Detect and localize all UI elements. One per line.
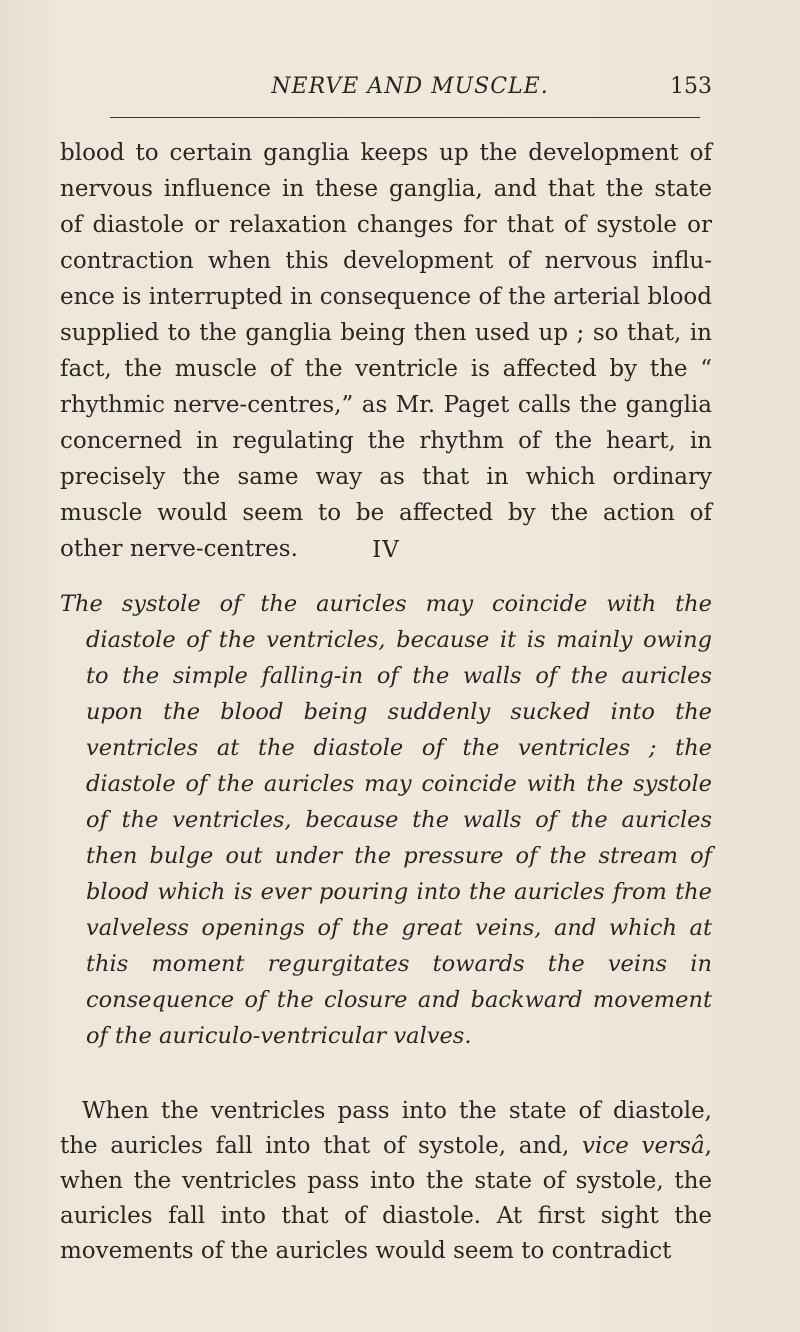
paragraph-2-part-2: , when the ventricles pass into the state of systole, the auricles fall into that of diastole. At first sight the movements of the auricles would seem to contradict [60, 1133, 712, 1264]
paragraph-2-part-1: When the ventricles pass into the state of diastole, the auricles fall into that of systole, and, [60, 1098, 712, 1159]
running-title: NERVE AND MUSCLE. [271, 74, 549, 99]
paragraph-2-italic: vice versâ [582, 1133, 705, 1159]
page-number: 153 [670, 74, 712, 99]
body-text-top [60, 135, 712, 567]
proposition-text [60, 586, 712, 1054]
proposition-body: The systole of the auricles may coincide with the diastole of the ventricles, because it is mainly owing to the simple falling-in of the walls of the auricles upon the blood being suddenly sucked into the ventricles at the diastole of the ventricles ; the diastole of the auricles may coincide with the systole of the ventricles, because the walls of the auricles then bulge out under the pressure of the stream of blood which is ever pouring into the auricles from the valveless openings of the great veins, and which at this moment regurgitates towards the veins in consequence of the closure and backward movement of the auriculo-ventricular valves. [60, 591, 712, 1049]
proposition-block [60, 586, 712, 1054]
body-text-bottom [60, 1094, 712, 1269]
paragraph-2 [60, 1094, 712, 1269]
header-rule [110, 117, 700, 118]
section-numeral: IV [372, 537, 400, 563]
paragraph-1: blood to certain ganglia keeps up the development of nervous influence in these ganglia, and that the state of diastole or relaxation changes for that of systole or contraction when this development of nervous influ- ence is interrupted in consequence of the arterial blood supplied to the ganglia being then used up ; so that, in fact, the muscle of the ventricle is affected by the “ rhythmic nerve-centres,” as Mr. Paget calls the ganglia concerned in regulating the rhythm of the heart, in precisely the same way as that in which ordinary muscle would seem to be affected by the action of other nerve-centres. [60, 140, 712, 562]
running-head [110, 72, 710, 112]
